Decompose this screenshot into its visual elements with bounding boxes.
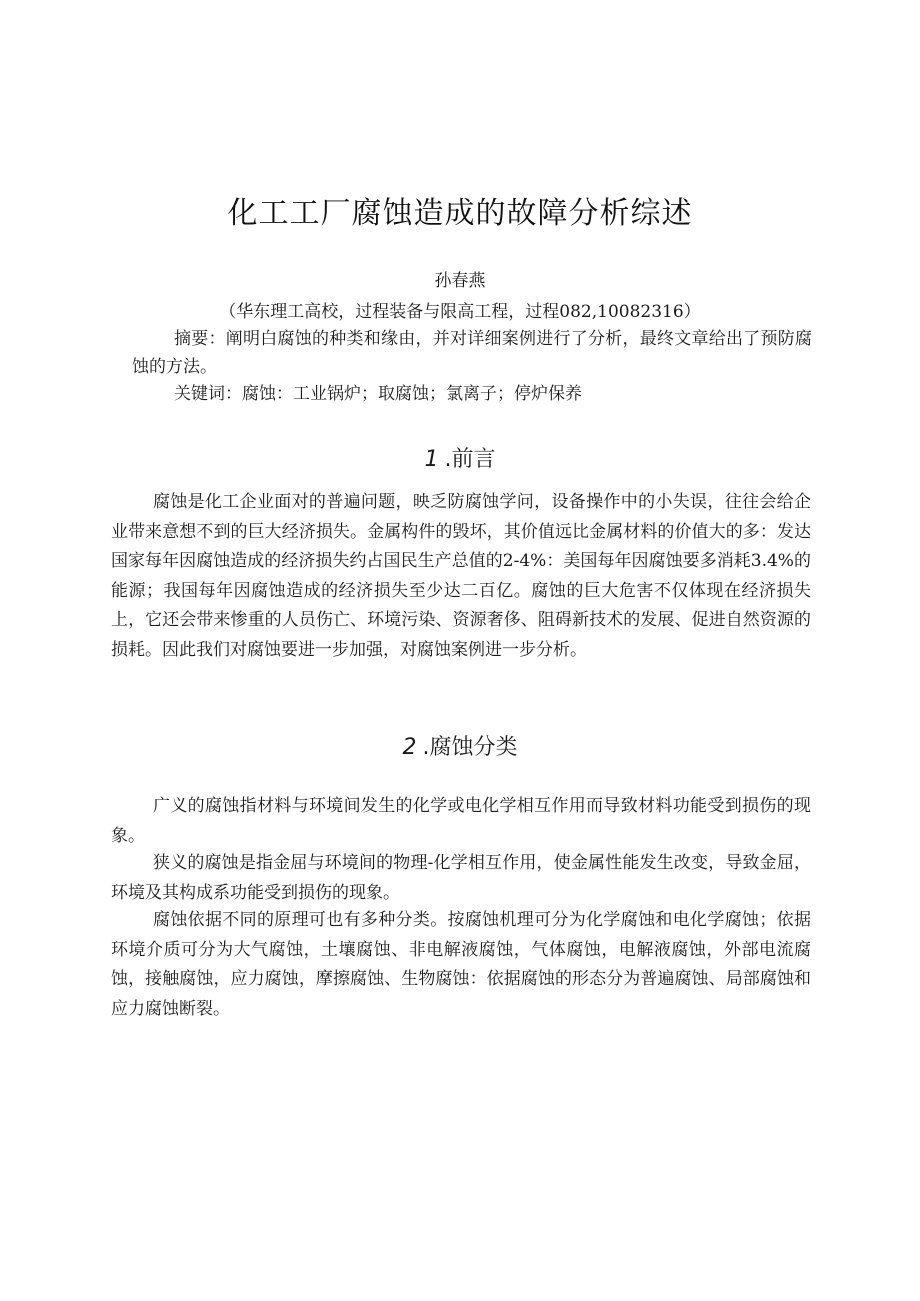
keywords: 关键词：腐蚀：工业锅炉；取腐蚀；氯离子；停炉保养 <box>174 384 582 404</box>
body-paragraph: 腐蚀依据不同的原理可也有多种分类。按腐蚀机理可分为化学腐蚀和电化学腐蚀；依据环境介质可分为大气腐蚀，土壤腐蚀、非电解液腐蚀，气体腐蚀，电解液腐蚀，外部电流腐蚀，接触腐蚀，应力腐蚀，摩擦腐蚀、生物腐蚀：依据腐蚀的形态分为普遍腐蚀、局部腐蚀和应力腐蚀断裂。 <box>111 910 811 1019</box>
body-paragraph: 广义的腐蚀指材料与环境间发生的化学或电化学相互作用而导致材料功能受到损伤的现象。 <box>111 796 811 846</box>
section-number: 1 <box>424 447 439 472</box>
author-affiliation: （华东理工高校，过程装备与限高工程，过程082,10082316） <box>219 302 701 322</box>
section-title: .腐蚀分类 <box>422 735 518 760</box>
author-name: 孙春燕 <box>434 271 486 291</box>
abstract: 摘要：阐明白腐蚀的种类和缘由，并对详细案例进行了分析，最终文章给出了预防腐蚀的方法。 <box>132 329 812 377</box>
body-paragraph: 腐蚀是化工企业面对的普遍问题，映乏防腐蚀学问，设备操作中的小失误，往往会给企业带来意想不到的巨大经济损失。金属构件的毁坏，其价值远比金属材料的价值大的多：发达国家每年因腐蚀造成的经济损失约占国民生产总值的2-4%：美国每年因腐蚀要多消耗3.4%的能源；我国每年因腐蚀造成的经济损失至少达二百亿。腐蚀的巨大危害不仅体现在经济损失上，它还会带来惨重的人员伤亡、环境污染、资源奢侈、阻碍新技术的发展、促进自然资源的损耗。因此我们对腐蚀要进一步加强，对腐蚀案例进一步分析。 <box>111 492 811 660</box>
section-heading-classification <box>0 730 920 761</box>
section-title: .前言 <box>444 447 496 472</box>
body-paragraph: 狭义的腐蚀是指金屈与环境间的物理-化学相互作用，使金属性能发生改变，导致金屈，环境及其构成系功能受到损伤的现象。 <box>111 853 811 903</box>
section-heading-introduction <box>0 442 920 473</box>
section-number: 2 <box>402 735 417 760</box>
paper-title: 化工工厂腐蚀造成的故障分析综述 <box>227 196 693 231</box>
